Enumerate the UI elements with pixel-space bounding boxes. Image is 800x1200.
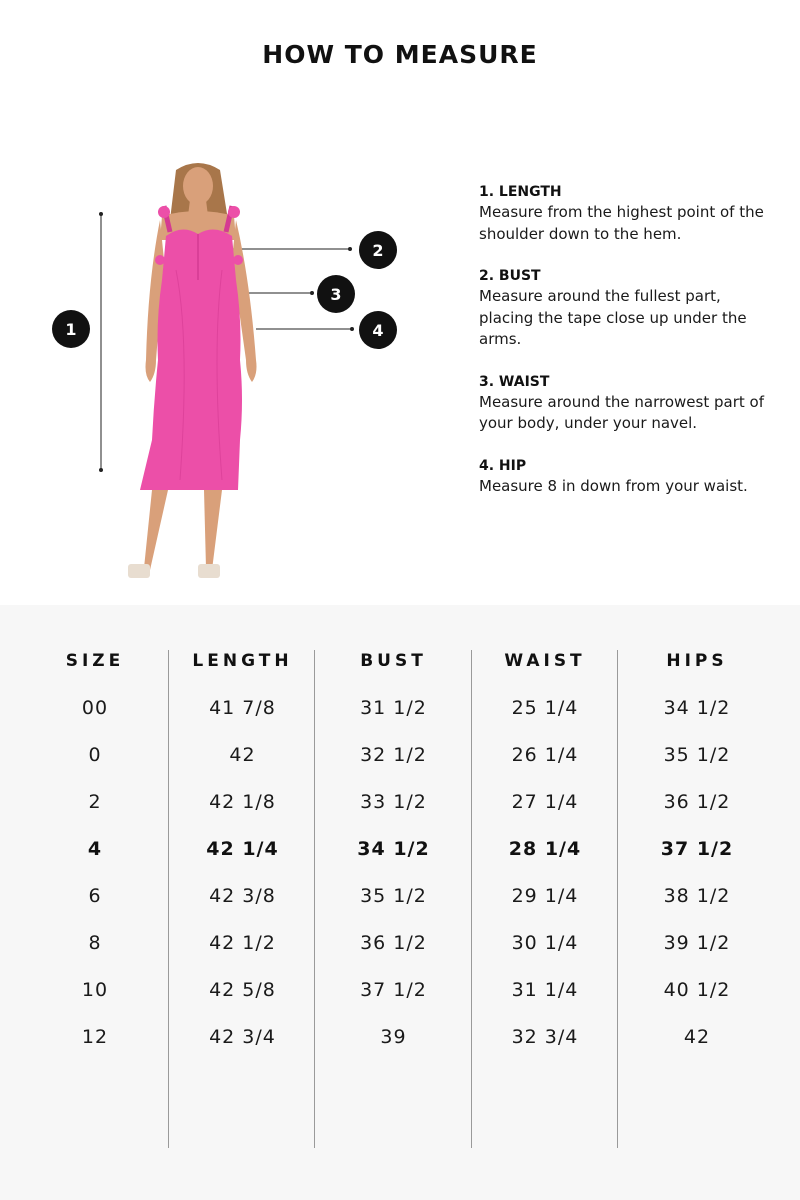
table-cell: 37 1/2 [360, 979, 427, 1001]
table-cell: 28 1/4 [508, 838, 582, 860]
table-cell: 36 1/2 [663, 791, 731, 813]
table-cell: 25 1/4 [511, 697, 579, 719]
column-header: LENGTH [192, 651, 293, 671]
table-cell: 6 [88, 885, 102, 907]
table-cell: 34 1/2 [357, 838, 430, 860]
table-cell: 32 3/4 [511, 1026, 579, 1048]
table-cell: 35 1/2 [663, 744, 731, 766]
column-hips [618, 605, 776, 1200]
table-cell: 39 [380, 1026, 407, 1048]
table-cell: 32 1/2 [360, 744, 427, 766]
marker-hip: 4 [359, 311, 397, 349]
table-cell: 42 [229, 744, 256, 766]
column-header: BUST [360, 651, 427, 671]
step-title: 1. LENGTH [479, 184, 562, 200]
table-cell: 34 1/2 [663, 697, 731, 719]
column-waist [472, 605, 618, 1200]
step-length [479, 182, 769, 245]
step-text: Measure from the highest point of the shoulder down to the hem. [479, 203, 764, 243]
measure-instructions [479, 182, 769, 518]
column-divider [617, 650, 618, 1148]
marker-bust: 2 [359, 231, 397, 269]
column-header: SIZE [65, 651, 125, 671]
marker-length: 1 [52, 310, 90, 348]
table-cell: 40 1/2 [663, 979, 731, 1001]
step-hip [479, 456, 769, 498]
table-cell: 12 [81, 1026, 109, 1048]
table-cell: 42 3/4 [209, 1026, 276, 1048]
column-divider [168, 650, 169, 1148]
page-title: HOW TO MEASURE [262, 40, 538, 69]
size-chart-table [0, 605, 800, 1200]
table-cell: 37 1/2 [660, 838, 734, 860]
table-cell: 33 1/2 [360, 791, 427, 813]
column-header: WAIST [504, 651, 586, 671]
step-text: Measure around the narrowest part of your body, under your navel. [479, 392, 764, 432]
table-cell: 36 1/2 [360, 932, 427, 954]
step-bust [479, 266, 769, 351]
table-cell: 0 [88, 744, 102, 766]
table-cell: 2 [88, 791, 102, 813]
table-cell: 31 1/4 [511, 979, 579, 1001]
measurement-figure [0, 160, 460, 600]
table-cell: 42 1/4 [206, 838, 279, 860]
table-cell: 41 7/8 [209, 697, 276, 719]
table-cell: 38 1/2 [663, 885, 731, 907]
table-cell: 29 1/4 [511, 885, 579, 907]
column-size [20, 605, 170, 1200]
column-header: HIPS [666, 651, 728, 671]
column-divider [471, 650, 472, 1148]
table-cell: 26 1/4 [511, 744, 579, 766]
step-waist [479, 372, 769, 435]
table-cell: 30 1/4 [511, 932, 579, 954]
column-divider [314, 650, 315, 1148]
step-title: 4. HIP [479, 457, 527, 474]
table-cell: 4 [87, 838, 103, 860]
table-cell: 27 1/4 [511, 791, 579, 813]
table-cell: 42 1/8 [209, 791, 276, 813]
step-title: 3. WAIST [479, 373, 550, 390]
table-cell: 10 [81, 979, 109, 1001]
step-title: 2. BUST [479, 268, 541, 284]
marker-waist: 3 [317, 275, 355, 313]
table-cell: 8 [88, 932, 102, 954]
column-bust [315, 605, 472, 1200]
table-cell: 39 1/2 [663, 932, 731, 954]
column-length [170, 605, 315, 1200]
table-cell: 42 5/8 [209, 979, 276, 1001]
model-illustration [0, 160, 460, 600]
table-cell: 35 1/2 [360, 885, 427, 907]
step-text: Measure around the fullest part, placing the tape close up under the arms. [479, 287, 747, 348]
table-cell: 42 [683, 1026, 711, 1048]
table-cell: 42 1/2 [209, 932, 276, 954]
step-text: Measure 8 in down from your waist. [479, 476, 748, 495]
table-cell: 42 3/8 [209, 885, 276, 907]
table-cell: 31 1/2 [360, 697, 427, 719]
table-cell: 00 [81, 697, 109, 719]
